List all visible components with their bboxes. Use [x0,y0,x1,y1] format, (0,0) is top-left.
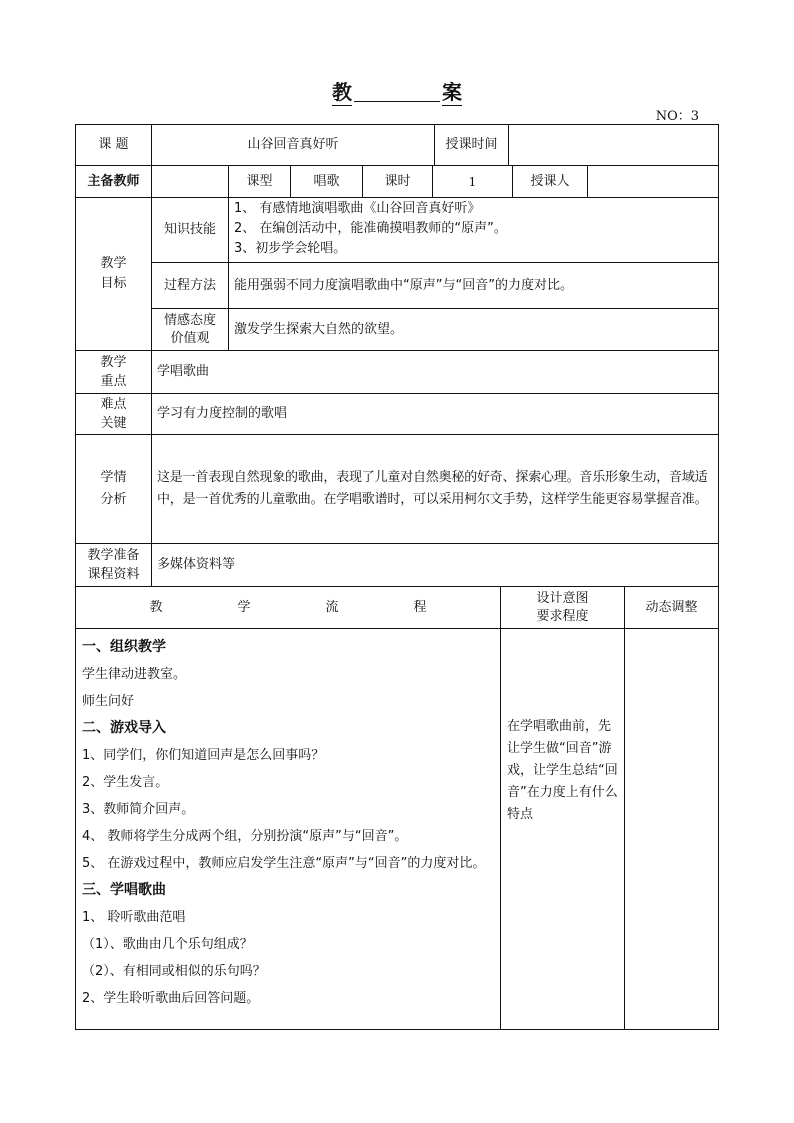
lecturer-label: 授课人 [530,173,570,189]
design-note: 在学唱歌曲前，先让学生做“回音”游戏，让学生总结“回音”在力度上有什么特点 [507,719,618,822]
col-divider [624,586,625,1030]
knowledge-item: 2、 在编创活动中，能准确摸唱教师的“原声”。 [234,221,507,236]
difficulty-label [76,394,151,434]
type-label: 课型 [246,173,273,189]
process-value: 能用强弱不同力度演唱歌曲中“原声”与“回音”的力度对比。 [234,277,573,293]
table-border-bottom [75,1029,719,1030]
row-divider [75,628,719,629]
flow-section-heading: 一、组织教学 [82,639,166,655]
flow-step: 学生律动进教室。 [82,667,187,682]
title-left: 教 [332,76,352,106]
difficulty-label-line2: 关键 [100,416,127,431]
flow-step: 师生问好 [82,694,135,709]
teacher-label: 主备教师 [87,173,140,189]
design-header-line1: 设计意图 [536,590,589,606]
title-right: 案 [442,76,462,106]
materials-value: 多媒体资料等 [157,557,236,572]
flow-step: （1）、歌曲由几个乐句组成？ [82,937,253,952]
hours-value: 1 [468,174,477,189]
flow-step: （2）、有相同或相似的乐句吗？ [82,964,266,979]
focus-label-line2: 重点 [100,374,127,389]
process-label: 过程方法 [163,277,216,293]
flow-header-char: 流 [325,599,339,615]
teaching-flow [82,634,496,1012]
flow-step: 2、学生发言。 [82,775,169,790]
topic-label: 课 题 [98,137,129,152]
document-number: NO：3 [655,109,699,124]
flow-step: 5、 在游戏过程中，教师应启发学生注意“原声”与“回音”的力度对比。 [82,856,486,871]
time-label: 授课时间 [445,137,498,152]
materials-label-line2: 课程资料 [87,567,140,582]
goals-label-line1: 教学 [100,256,127,271]
flow-step: 2、学生聆听歌曲后回答问题。 [82,991,260,1006]
teacher-value[interactable] [152,166,228,197]
flow-section-heading: 二、游戏导入 [82,720,166,736]
flow-header-char: 学 [237,599,251,615]
focus-label [76,351,151,393]
flow-header [76,587,500,628]
knowledge-item: 3、初步学会轮唱。 [234,241,347,256]
difficulty-label-line1: 难点 [100,397,127,412]
knowledge-item: 1、 有感情地演唱歌曲《山谷回音真好听》 [234,201,481,216]
flow-header-char: 程 [413,599,427,615]
knowledge-list [234,199,714,261]
analysis-label-line1: 学情 [100,470,127,485]
analysis-label-line2: 分析 [100,492,127,507]
type-value: 唱歌 [313,173,340,189]
design-header [501,587,624,628]
flow-step: 1、 聆听歌曲范唱 [82,910,186,925]
flow-step: 3、教师简介回声。 [82,802,195,817]
lecturer-value[interactable] [588,166,718,197]
emotion-label [152,309,228,350]
design-header-line2: 要求程度 [536,608,589,624]
analysis-label [76,435,151,543]
emotion-label-line2: 价值观 [170,330,210,346]
focus-value: 学唱歌曲 [157,364,210,379]
analysis-value: 这是一首表现自然现象的歌曲，表现了儿童对自然奥秘的好奇、探索心理。音乐形象生动，音域适中，是一首优秀的儿童歌曲。在学唱歌谱时，可以采用柯尔文手势，这样学生能更容易掌握音准。 [157,470,708,507]
goals-label-line2: 目标 [100,276,127,291]
materials-label [76,544,151,586]
knowledge-label: 知识技能 [163,222,216,237]
adjust-header: 动态调整 [645,599,698,615]
emotion-value: 激发学生探索大自然的欲望。 [234,321,404,337]
table-border-right [718,124,719,1030]
difficulty-value: 学习有力度控制的歌唱 [157,406,288,421]
goals-label [76,198,151,350]
emotion-label-line1: 情感态度 [163,312,216,328]
time-value[interactable] [509,125,718,165]
topic-value: 山谷回音真好听 [247,137,339,152]
focus-label-line1: 教学 [100,355,127,370]
flow-step: 4、 教师将学生分成两个组，分别扮演“原声”与“回音”。 [82,829,408,844]
hours-label: 课时 [384,173,411,189]
flow-section-heading: 三、学唱歌曲 [82,882,166,898]
materials-label-line1: 教学准备 [87,548,140,563]
flow-header-char: 教 [149,599,163,615]
flow-step: 1、同学们，你们知道回声是怎么回事吗？ [82,748,325,763]
col-divider [500,586,501,1030]
